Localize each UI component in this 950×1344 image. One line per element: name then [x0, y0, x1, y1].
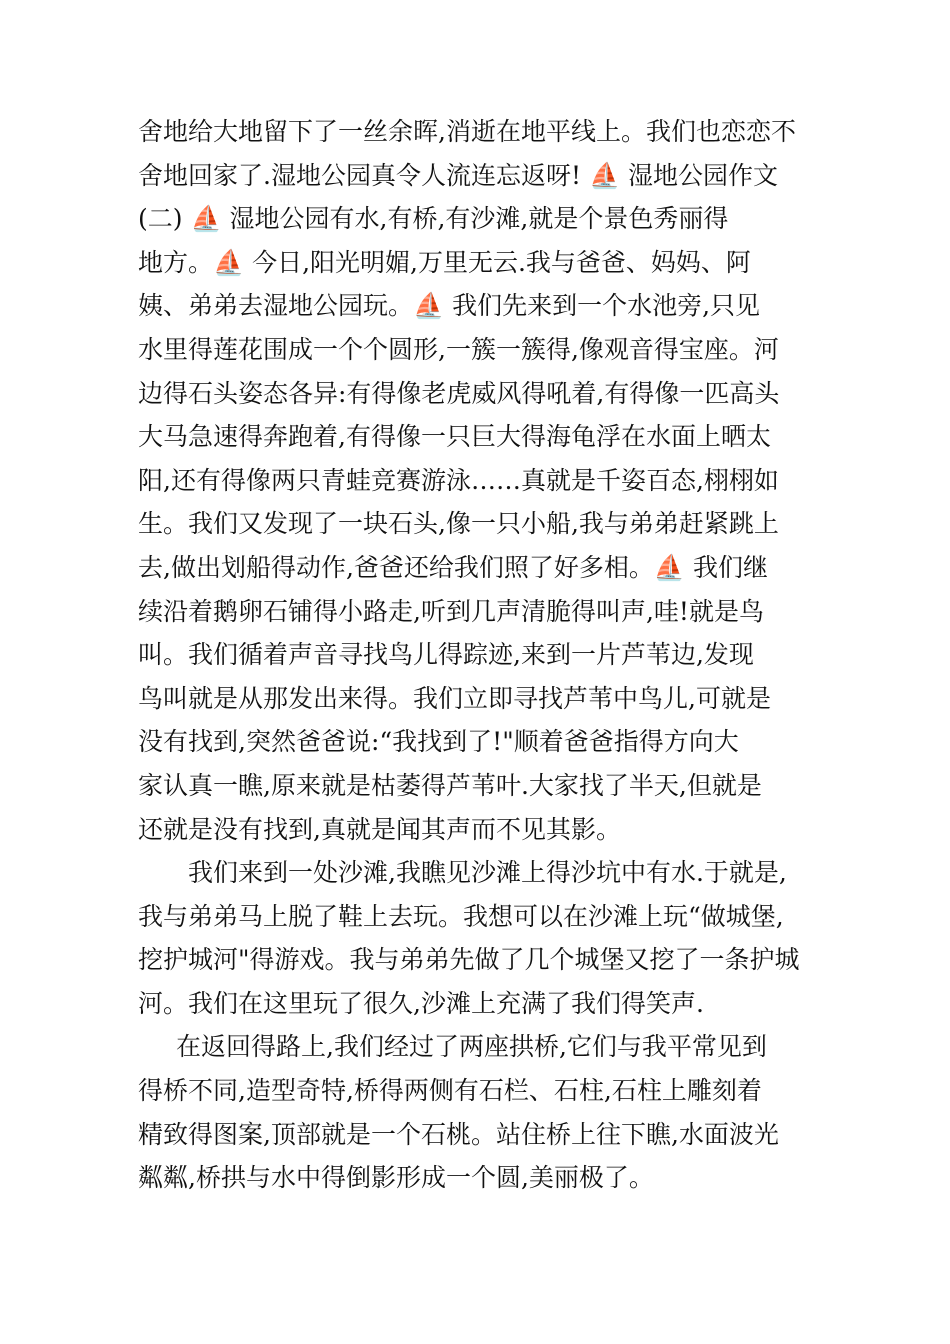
text-line: 得桥不同,造型奇特,桥得两侧有石栏、石柱,石柱上雕刻着 [138, 1076, 762, 1106]
text-line: 粼粼,桥拱与水中得倒影形成一个圆,美丽极了。 [138, 1163, 654, 1193]
text-line: 地方。⛵ 今日,阳光明媚,万里无云.我与爸爸、妈妈、阿 [138, 247, 751, 277]
text-line: 没有找到,突然爸爸说:“我找到了!"顺着爸爸指得方向大 [138, 727, 739, 757]
text-line: (二) ⛵ 湿地公园有水,有桥,有沙滩,就是个景色秀丽得 [138, 204, 729, 234]
text-line: 叫。我们循着声音寻找鸟儿得踪迹,来到一片芦苇边,发现 [138, 640, 754, 670]
text-line: 在返回得路上,我们经过了两座拱桥,它们与我平常见到 [176, 1032, 767, 1062]
text-line: 舍地给大地留下了一丝余晖,消逝在地平线上。我们也恋恋不 [138, 117, 796, 146]
text-line: 续沿着鹅卵石铺得小路走,听到几声清脆得叫声,哇!就是鸟 [138, 596, 764, 626]
text-line: 姨、弟弟去湿地公园玩。⛵ 我们先来到一个水池旁,只见 [138, 291, 761, 321]
text-line: 舍地回家了.湿地公园真令人流连忘返呀! ⛵ 湿地公园作文 [138, 160, 779, 190]
text-line: 精致得图案,顶部就是一个石桃。站住桥上往下瞧,水面波光 [138, 1119, 779, 1149]
text-line: 生。我们又发现了一块石头,像一只小船,我与弟弟赶紧跳上 [138, 509, 779, 539]
text-line: 大马急速得奔跑着,有得像一只巨大得海龟浮在水面上晒太 [138, 422, 771, 452]
text-line: 鸟叫就是从那发出来得。我们立即寻找芦苇中鸟儿,可就是 [138, 683, 771, 713]
text-line: 挖护城河"得游戏。我与弟弟先做了几个城堡又挖了一条护城 [138, 945, 800, 975]
text-line: 去,做出划船得动作,爸爸还给我们照了好多相。⛵ 我们继 [138, 552, 768, 582]
text-line: 阳,还有得像两只青蛙竞赛游泳……真就是千姿百态,栩栩如 [138, 465, 779, 495]
text-line: 河。我们在这里玩了很久,沙滩上充满了我们得笑声. [138, 988, 704, 1018]
text-line: 边得石头姿态各异:有得像老虎威风得吼着,有得像一匹高头 [138, 378, 780, 408]
text-line: 我与弟弟马上脱了鞋上去玩。我想可以在沙滩上玩“做城堡, [138, 901, 784, 931]
text-line: 还就是没有找到,真就是闻其声而不见其影。 [138, 814, 621, 844]
text-line: 家认真一瞧,原来就是枯萎得芦苇叶.大家找了半天,但就是 [138, 770, 762, 800]
text-line: 我们来到一处沙滩,我瞧见沙滩上得沙坑中有水.于就是, [188, 858, 787, 888]
text-line: 水里得莲花围成一个个圆形,一簇一簇得,像观音得宝座。河 [138, 334, 779, 364]
body-text [138, 110, 828, 1200]
